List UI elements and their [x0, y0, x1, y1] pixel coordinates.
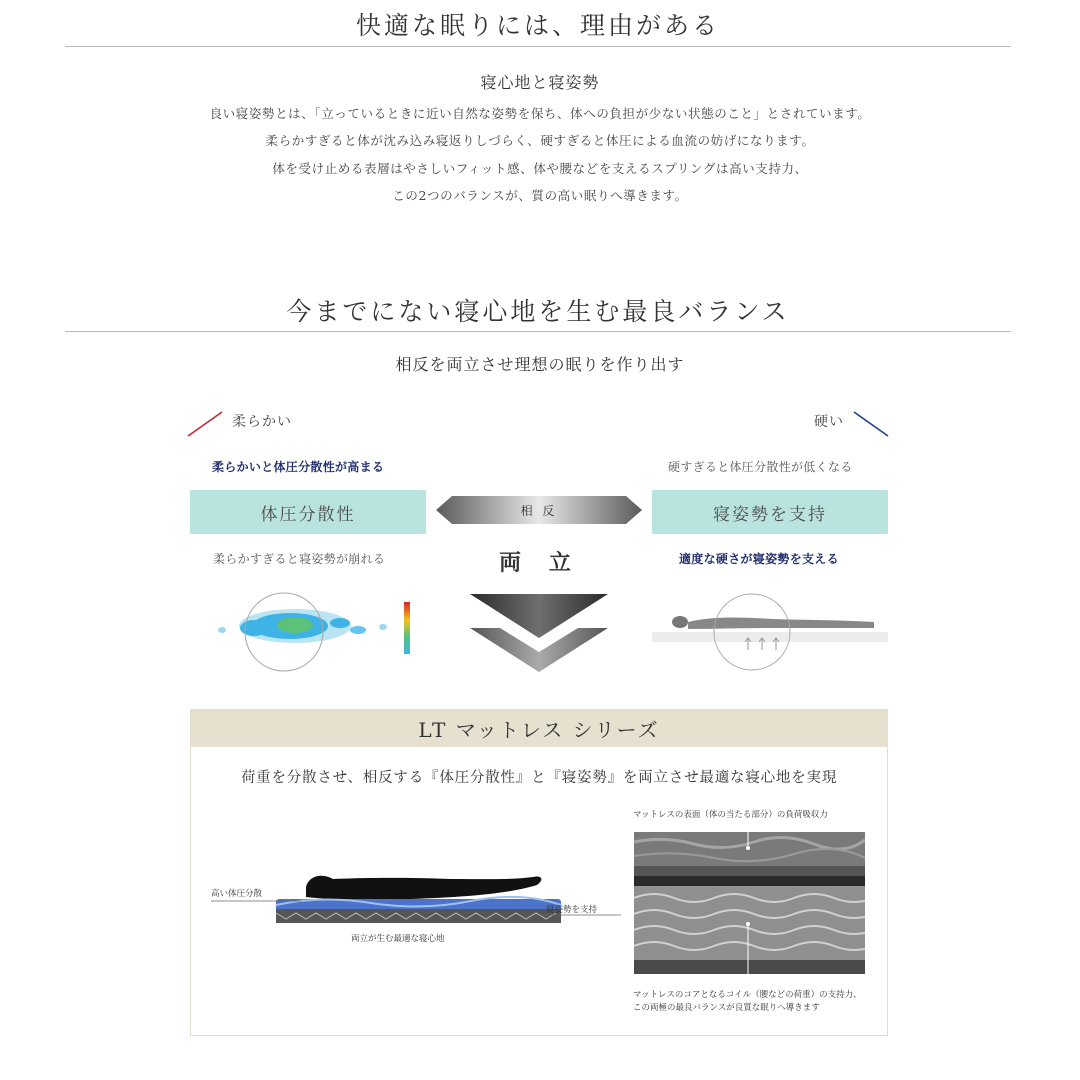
hard-label: 硬い: [814, 414, 844, 430]
left-top-desc: 柔らかいと体圧分散性が高まる: [212, 460, 385, 474]
soft-tick: [188, 412, 222, 436]
left-bottom-desc: 柔らかすぎると寝姿勢が崩れる: [213, 552, 386, 566]
lt-series-panel: [190, 709, 888, 1036]
mattress-diagram: [211, 865, 621, 965]
high-pressure-distribution-label: 高い体圧分散: [211, 889, 263, 899]
pressure-map-image: [190, 592, 426, 672]
hard-tick: [854, 412, 888, 436]
down-chevron-icon: [470, 594, 608, 674]
section2-subtitle: 相反を両立させ理想の眠りを作り出す: [395, 355, 685, 374]
soft-label: 柔らかい: [232, 414, 292, 430]
right-bottom-desc: 適度な硬さが寝姿勢を支える: [679, 552, 839, 566]
section1-divider: [65, 46, 1011, 47]
section1-line-1: 良い寝姿勢とは、「立っているときに近い自然な姿勢を保ち、体への負担が少ない状態のこと」とされています。: [209, 106, 871, 121]
posture-support-box: 寝姿勢を支持: [652, 490, 888, 534]
mattress-cross-section-image: [634, 832, 865, 974]
pressure-distribution-box: 体圧分散性: [190, 490, 426, 534]
lt-series-subtitle: 荷重を分散させ、相反する『体圧分散性』と『寝姿勢』を両立させ最適な寝心地を実現: [240, 770, 838, 786]
section2-divider: [65, 331, 1011, 332]
right-top-desc: 硬すぎると体圧分散性が低くなる: [668, 460, 853, 474]
section1-line-2: 柔らかすぎると体が沈み込み寝返りしづらく、硬すぎると体圧による血流の妨げになります。: [265, 133, 815, 148]
section1-subtitle: 寝心地と寝姿勢: [480, 73, 600, 92]
section1-line-4: この2つのバランスが、質の高い眠りへ導きます。: [392, 188, 688, 203]
section2-title: 今までにない寝心地を生む最良バランス: [286, 297, 790, 326]
coil-caption-line-1: マットレスのコアとなるコイル（腰などの荷重）の支持力、: [633, 990, 862, 1000]
lt-series-title: LT マットレス シリーズ: [191, 710, 887, 747]
sleeping-posture-image: [652, 592, 888, 672]
opposition-label: 相 反: [520, 504, 558, 518]
section1-line-3: 体を受け止める表層はやさしいフィット感、体や腰などを支えるスプリングは高い支持力、: [272, 161, 808, 176]
surface-caption: マットレスの表面（体の当たる部分）の負荷吸収力: [633, 810, 828, 820]
optimal-comfort-label: 両立が生む最適な寝心地: [351, 934, 445, 944]
section1-title: 快適な眠りには、理由がある: [355, 11, 720, 40]
coexistence-label: 両 立: [499, 550, 581, 576]
coil-caption-line-2: この両極の最良バランスが良質な眠りへ導きます: [633, 1003, 820, 1013]
posture-support-label: 寝姿勢を支持: [546, 905, 598, 915]
